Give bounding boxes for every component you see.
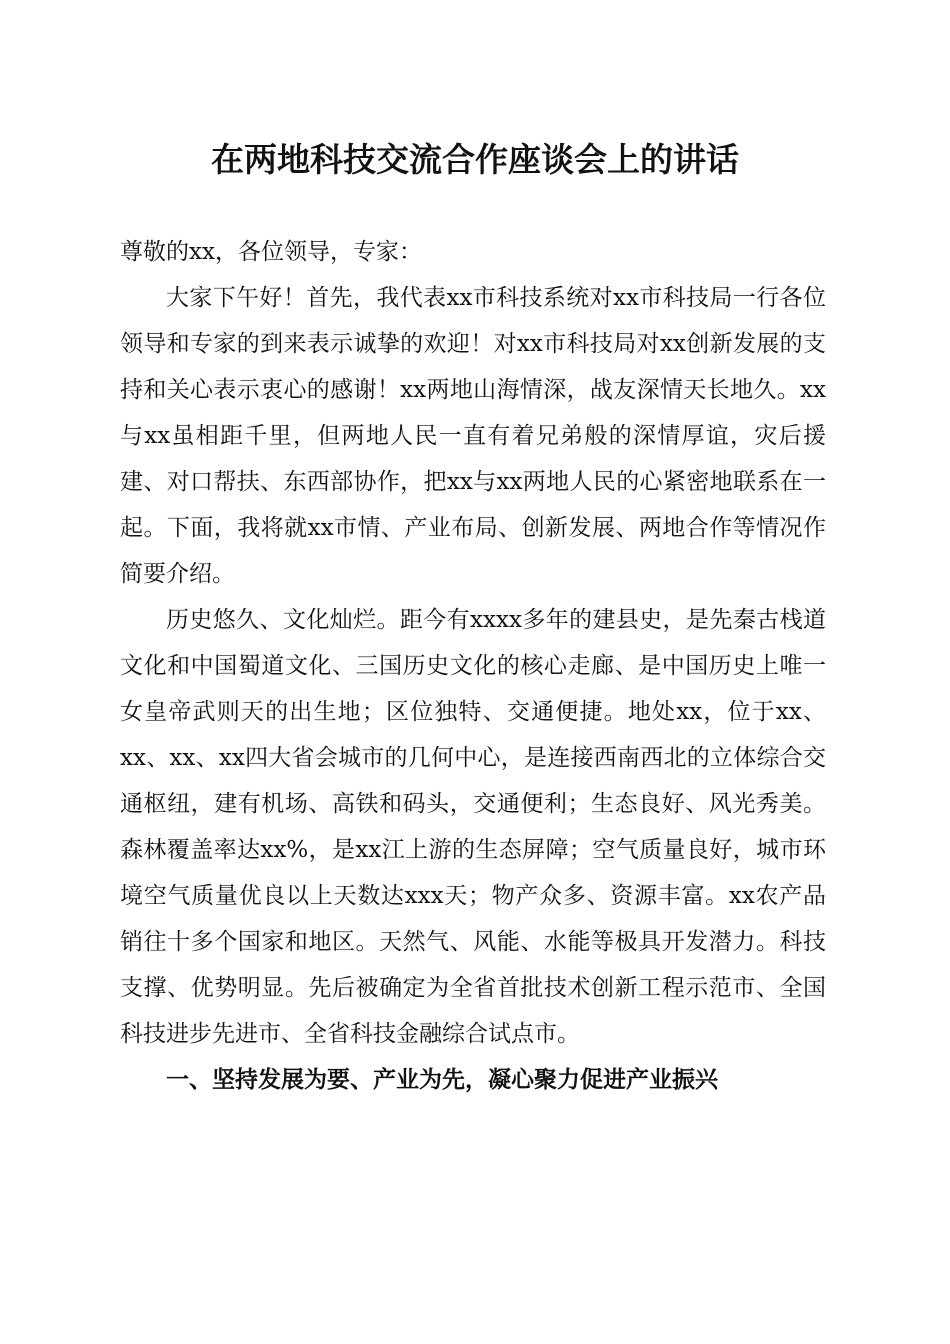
document-body: [120, 229, 826, 1103]
section-heading: 一、坚持发展为要、产业为先，凝心聚力促进产业振兴: [166, 1067, 718, 1093]
paragraph-intro: 大家下午好！首先，我代表xx市科技系统对xx市科技局一行各位领导和专家的到来表示诚挚的欢迎！对xx市科技局对xx创新发展的支持和关心表示衷心的感谢！xx两地山海情深，战友深情天长地久。xx与xx虽相距千里，但两地人民一直有着兄弟般的深情厚谊，灾后援建、对口帮扶、东西部协作，把xx与xx两地人民的心紧密地联系在一起。下面，我将就xx市情、产业布局、创新发展、两地合作等情况作简要介绍。: [120, 285, 826, 587]
paragraph-city-overview: 历史悠久、文化灿烂。距今有xxxx多年的建县史，是先秦古栈道文化和中国蜀道文化、三国历史文化的核心走廊、是中国历史上唯一女皇帝武则天的出生地；区位独特、交通便捷。地处xx，位于xx、xx、xx、xx四大省会城市的几何中心，是连接西南西北的立体综合交通枢纽，建有机场、高铁和码头，交通便利；生态良好、风光秀美。森林覆盖率达xx%，是xx江上游的生态屏障；空气质量良好，城市环境空气质量优良以上天数达xxx天；物产众多、资源丰富。xx农产品销往十多个国家和地区。天然气、风能、水能等极具开发潜力。科技支撑、优势明显。先后被确定为全省首批技术创新工程示范市、全国科技进步先进市、全省科技金融综合试点市。: [120, 607, 826, 1047]
document-title: 在两地科技交流合作座谈会上的讲话: [211, 140, 739, 179]
salutation: 尊敬的xx，各位领导，专家：: [120, 239, 422, 265]
